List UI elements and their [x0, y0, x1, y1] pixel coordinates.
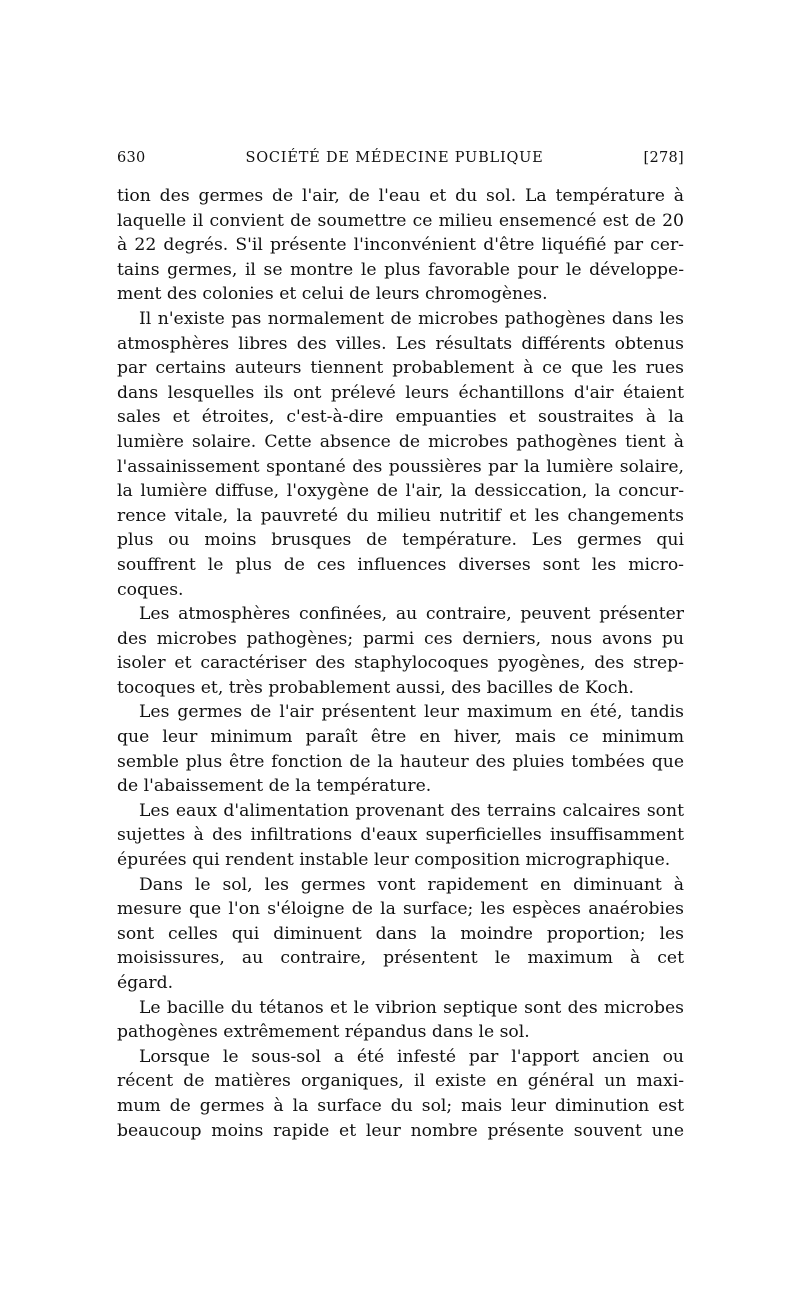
text-line: sont celles qui diminuent dans la moindre proportion; les	[117, 923, 684, 944]
text-line: Le bacille du tétanos et le vibrion septique sont des microbes	[139, 997, 684, 1018]
text-line: coques.	[117, 579, 184, 600]
text-line: pathogènes extrêmement répandus dans le sol.	[117, 1022, 530, 1043]
text-line: dans lesquelles ils ont prélevé leurs échantillons d'air étaient	[117, 382, 684, 403]
text-line: tains germes, il se montre le plus favorable pour le développe-	[117, 259, 684, 280]
page-number: 630	[117, 150, 146, 166]
text-line: Dans le sol, les germes vont rapidement en diminuant à	[139, 874, 684, 895]
text-line: l'assainissement spontané des poussières par la lumière solaire,	[117, 456, 684, 477]
text-line: la lumière diffuse, l'oxygène de l'air, la dessiccation, la concur-	[117, 481, 684, 502]
body-text	[117, 184, 684, 1143]
text-line: Les atmosphères confinées, au contraire, peuvent présenter	[139, 604, 684, 625]
paragraph	[117, 996, 684, 1045]
text-line: des microbes pathogènes; parmi ces derniers, nous avons pu	[117, 628, 684, 649]
running-head	[117, 150, 684, 172]
paragraph	[117, 602, 684, 700]
text-line: Les eaux d'alimentation provenant des terrains calcaires sont	[139, 800, 684, 821]
text-line: lumière solaire. Cette absence de microbes pathogènes tient à	[117, 431, 684, 452]
text-line: laquelle il convient de soumettre ce milieu ensemencé est de 20	[117, 210, 684, 231]
text-line: que leur minimum paraît être en hiver, mais ce minimum	[117, 727, 684, 748]
text-line: moisissures, au contraire, présentent le maximum à cet	[117, 948, 684, 969]
text-line: mum de germes à la surface du sol; mais leur diminution est	[117, 1095, 684, 1116]
text-line: semble plus être fonction de la hauteur des pluies tombées que	[117, 751, 684, 772]
text-line: Les germes de l'air présentent leur maximum en été, tandis	[139, 702, 684, 723]
text-line: mesure que l'on s'éloigne de la surface; les espèces anaérobies	[117, 899, 684, 920]
document-page	[117, 150, 684, 1143]
text-line: beaucoup moins rapide et leur nombre présente souvent une	[117, 1120, 684, 1141]
text-line: tocoques et, très probablement aussi, des bacilles de Koch.	[117, 677, 634, 698]
text-line: Il n'existe pas normalement de microbes pathogènes dans les	[139, 308, 684, 329]
text-line: plus ou moins brusques de température. Les germes qui	[117, 530, 684, 551]
text-line: récent de matières organiques, il existe en général un maxi-	[117, 1071, 684, 1092]
text-line: ment des colonies et celui de leurs chromogènes.	[117, 284, 548, 305]
text-line: égard.	[117, 973, 174, 993]
text-line: par certains auteurs tiennent probablement à ce que les rues	[117, 358, 684, 379]
text-line: rence vitale, la pauvreté du milieu nutritif et les changements	[117, 505, 684, 526]
text-line: à 22 degrés. S'il présente l'inconvénient d'être liquéfié par cer-	[117, 235, 684, 256]
paragraph	[117, 799, 684, 873]
text-line: atmosphères libres des villes. Les résultats différents obtenus	[117, 333, 684, 354]
text-line: épurées qui rendent instable leur composition micrographique.	[117, 850, 671, 871]
paragraph	[117, 873, 684, 996]
paragraph	[117, 1045, 684, 1143]
bracket-page-number: [278]	[643, 150, 684, 166]
text-line: isoler et caractériser des staphylocoques pyogènes, des strep-	[117, 653, 684, 674]
running-title: SOCIÉTÉ DE MÉDECINE PUBLIQUE	[245, 150, 544, 166]
text-line: sales et étroites, c'est-à-dire empuanties et soustraites à la	[117, 407, 684, 428]
text-line: sujettes à des infiltrations d'eaux superficielles insuffisamment	[117, 825, 684, 846]
text-line: de l'abaissement de la température.	[117, 776, 432, 797]
text-line: tion des germes de l'air, de l'eau et du sol. La température à	[117, 186, 684, 206]
paragraph	[117, 307, 684, 602]
text-line: Lorsque le sous-sol a été infesté par l'apport ancien ou	[139, 1046, 684, 1067]
paragraph	[117, 700, 684, 798]
paragraph	[117, 184, 684, 307]
text-line: souffrent le plus de ces influences diverses sont les micro-	[117, 554, 684, 575]
